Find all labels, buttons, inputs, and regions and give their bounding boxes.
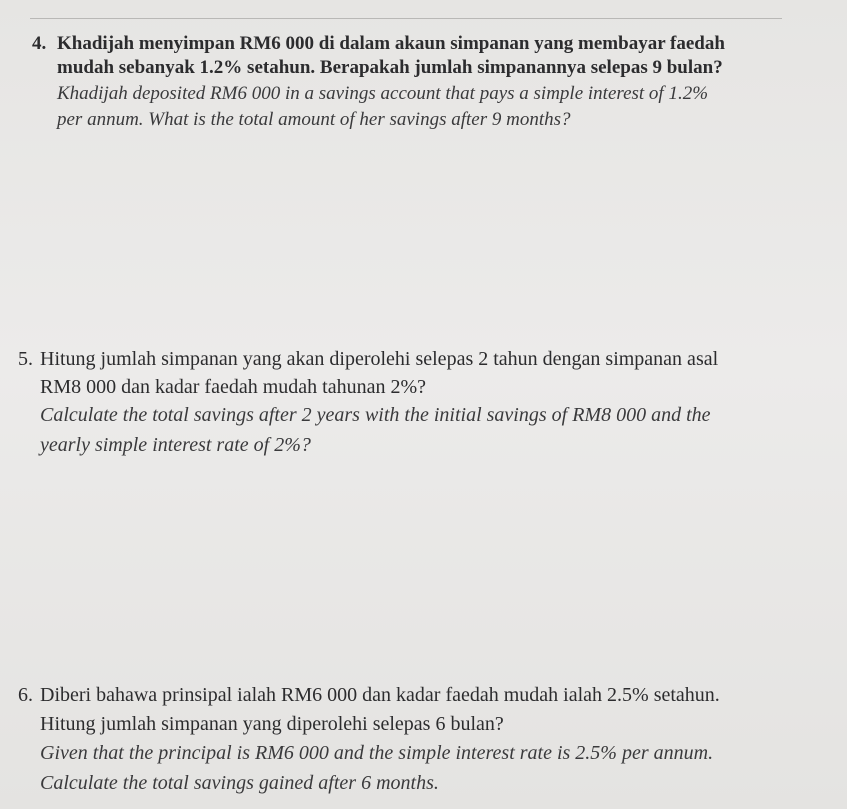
top-divider — [30, 18, 782, 19]
question-english-line-1: Given that the principal is RM6 000 and the simple interest rate is 2.5% per annum. — [40, 742, 714, 764]
question-malay-line-1: Diberi bahawa prinsipal ialah RM6 000 dan kadar faedah mudah ialah 2.5% setahun. — [40, 684, 720, 706]
question-malay-line-2: mudah sebanyak 1.2% setahun. Berapakah jumlah simpanannya selepas 9 bulan? — [57, 57, 723, 78]
question-malay-line-2: RM8 000 dan kadar faedah mudah tahunan 2%? — [40, 376, 426, 398]
question-english-line-1: Calculate the total savings after 2 years with the initial savings of RM8 000 and the — [40, 404, 711, 426]
question-malay-line-1: Hitung jumlah simpanan yang akan diperolehi selepas 2 tahun dengan simpanan asal — [40, 348, 719, 370]
question-english-line-2: Calculate the total savings gained after 6 months. — [40, 772, 439, 794]
question-number: 6. — [18, 684, 33, 706]
question-number: 4. — [32, 33, 47, 54]
question-malay-line-1: Khadijah menyimpan RM6 000 di dalam akaun simpanan yang membayar faedah — [57, 33, 725, 54]
question-english-line-2: per annum. What is the total amount of her savings after 9 months? — [57, 109, 571, 130]
question-number: 5. — [18, 348, 33, 370]
question-english-line-1: Khadijah deposited RM6 000 in a savings account that pays a simple interest of 1.2% — [57, 83, 709, 104]
question-english-line-2: yearly simple interest rate of 2%? — [40, 434, 311, 456]
question-malay-line-2: Hitung jumlah simpanan yang diperolehi selepas 6 bulan? — [40, 713, 504, 735]
